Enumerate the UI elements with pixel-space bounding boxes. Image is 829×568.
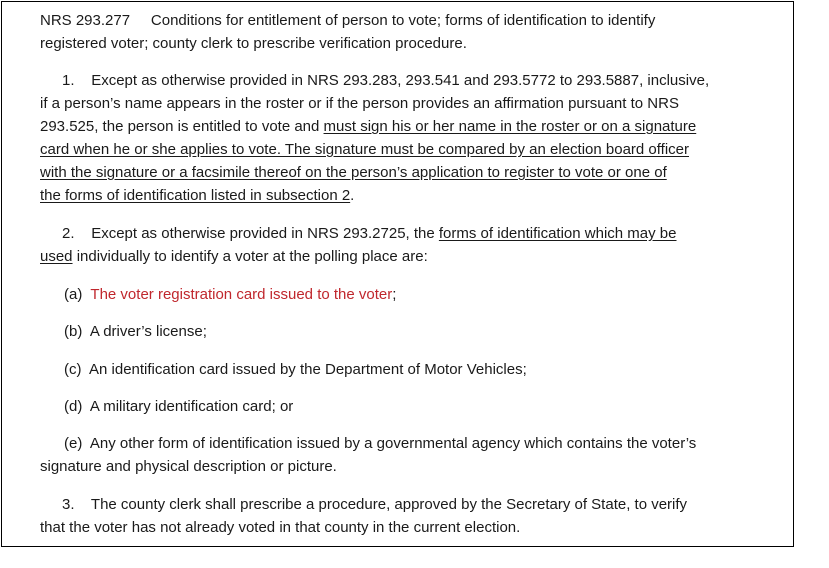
highlighted-text: The voter registration card issued to the voter — [90, 286, 393, 303]
section-heading — [40, 9, 764, 55]
list-item-b-label: (b) — [64, 323, 83, 340]
section-number: NRS 293.277 — [40, 12, 131, 29]
list-item-d: (d) A military identification card; or — [64, 398, 294, 415]
subsection-3-line-2: that the voter has not already voted in that county in the current election. — [40, 519, 521, 536]
subsection-1 — [40, 69, 764, 207]
section-title-part-2: registered voter; county clerk to prescribe verification procedure. — [40, 35, 467, 52]
subsection-2-line-2: used individually to identify a voter at the polling place are: — [40, 248, 428, 265]
section-title-part-1: Conditions for entitlement of person to vote; forms of identification to identify — [150, 12, 656, 29]
subsection-2 — [40, 222, 764, 268]
list-item-a-label: (a) — [64, 286, 83, 303]
list-item-d-label: (d) — [64, 398, 83, 415]
underlined-amendment: must sign his or her name in the roster or on a signature — [323, 118, 697, 135]
subsection-3 — [40, 493, 764, 539]
list-item-b: (b) A driver’s license; — [64, 323, 207, 340]
list-item-e: (e) Any other form of identification issued by a governmental agency which contains the voter’s signature and physical description or picture. — [40, 435, 697, 475]
list-item-c-label: (c) — [64, 361, 82, 378]
subsection-1-line-3: 293.525, the person is entitled to vote and must sign his or her name in the roster or on a signature — [40, 118, 697, 135]
document-frame — [1, 1, 794, 547]
list-item-e-label: (e) — [64, 435, 83, 452]
list-item-c: (c) An identification card issued by the Department of Motor Vehicles; — [64, 361, 527, 378]
list-item-a: (a) The voter registration card issued to the voter; — [64, 286, 397, 303]
subsection-1-line-4: card when he or she applies to vote. The signature must be compared by an election board officer — [40, 141, 689, 158]
subsection-1-line-2: if a person’s name appears in the roster or if the person provides an affirmation pursuant to NRS — [40, 95, 679, 112]
subsection-2-number: 2. — [62, 225, 75, 242]
subsection-1-number: 1. — [62, 72, 75, 89]
subsection-3-number: 3. — [62, 496, 75, 513]
subsection-2-line-1: 2. Except as otherwise provided in NRS 293.2725, the forms of identification which may be — [62, 225, 677, 242]
subsection-1-line-6: the forms of identification listed in subsection 2. — [40, 187, 355, 204]
subsection-1-line-5: with the signature or a facsimile thereof on the person’s application to register to vote or one of — [40, 164, 667, 181]
subsection-3-line-1: 3. The county clerk shall prescribe a procedure, approved by the Secretary of State, to verify — [62, 496, 688, 513]
heading-line-1 — [40, 9, 764, 32]
subsection-1-line-1: 1. Except as otherwise provided in NRS 293.283, 293.541 and 293.5772 to 293.5887, inclusive, — [62, 72, 710, 89]
